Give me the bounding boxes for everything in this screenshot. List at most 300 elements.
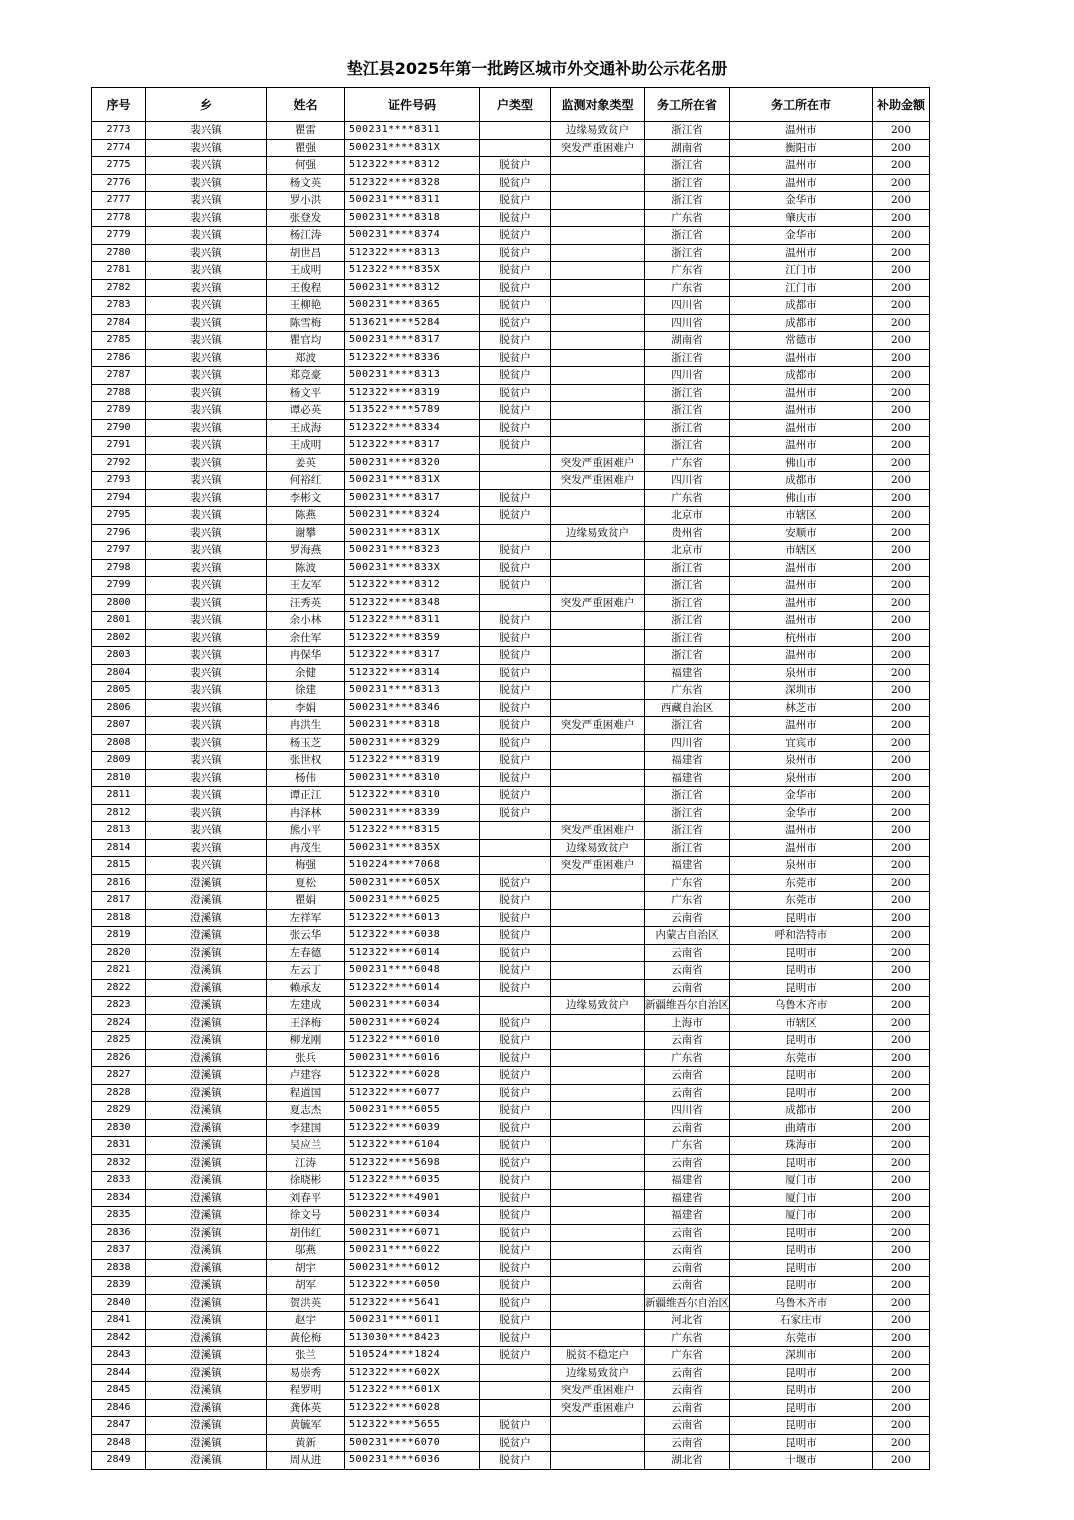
cell-monitor-type	[551, 1172, 645, 1190]
cell-monitor-type	[551, 157, 645, 175]
cell-work-province: 福建省	[645, 664, 730, 682]
cell-seq: 2791	[92, 437, 146, 455]
cell-household-type: 脱贫户	[480, 1329, 551, 1347]
cell-subsidy: 200	[873, 367, 930, 385]
cell-work-province: 广东省	[645, 682, 730, 700]
cell-township: 裴兴镇	[146, 804, 267, 822]
table-row	[92, 1364, 930, 1382]
cell-work-province: 四川省	[645, 1102, 730, 1120]
cell-work-city: 温州市	[730, 419, 873, 437]
cell-name: 何强	[267, 157, 345, 175]
cell-work-city: 东莞市	[730, 874, 873, 892]
cell-household-type: 脱贫户	[480, 577, 551, 595]
cell-seq: 2810	[92, 769, 146, 787]
cell-monitor-type	[551, 1119, 645, 1137]
cell-id-number: 500231****6071	[345, 1224, 480, 1242]
cell-household-type	[480, 1364, 551, 1382]
cell-name: 程道国	[267, 1084, 345, 1102]
table-row	[92, 402, 930, 420]
cell-work-province: 浙江省	[645, 822, 730, 840]
cell-township: 裴兴镇	[146, 297, 267, 315]
cell-subsidy: 200	[873, 384, 930, 402]
cell-subsidy: 200	[873, 1189, 930, 1207]
cell-household-type: 脱贫户	[480, 437, 551, 455]
cell-seq: 2818	[92, 909, 146, 927]
cell-household-type: 脱贫户	[480, 682, 551, 700]
table-row	[92, 594, 930, 612]
cell-id-number: 500231****8317	[345, 332, 480, 350]
cell-subsidy: 200	[873, 1417, 930, 1435]
cell-seq: 2786	[92, 349, 146, 367]
cell-work-province: 广东省	[645, 1137, 730, 1155]
col-header-name: 姓名	[267, 88, 345, 122]
cell-subsidy: 200	[873, 1207, 930, 1225]
cell-township: 裴兴镇	[146, 629, 267, 647]
cell-subsidy: 200	[873, 1102, 930, 1120]
cell-household-type: 脱贫户	[480, 279, 551, 297]
cell-work-province: 浙江省	[645, 402, 730, 420]
cell-subsidy: 200	[873, 419, 930, 437]
cell-monitor-type	[551, 699, 645, 717]
cell-name: 杨文平	[267, 384, 345, 402]
cell-work-province: 云南省	[645, 1084, 730, 1102]
cell-work-province: 浙江省	[645, 157, 730, 175]
cell-seq: 2836	[92, 1224, 146, 1242]
cell-household-type: 脱贫户	[480, 1242, 551, 1260]
cell-name: 柳龙刚	[267, 1032, 345, 1050]
cell-household-type: 脱贫户	[480, 909, 551, 927]
cell-monitor-type	[551, 647, 645, 665]
cell-subsidy: 200	[873, 314, 930, 332]
cell-work-province: 浙江省	[645, 839, 730, 857]
cell-work-city: 温州市	[730, 717, 873, 735]
cell-household-type: 脱贫户	[480, 262, 551, 280]
cell-seq: 2785	[92, 332, 146, 350]
cell-township: 裴兴镇	[146, 384, 267, 402]
cell-township: 澄溪镇	[146, 1137, 267, 1155]
cell-subsidy: 200	[873, 1399, 930, 1417]
cell-household-type: 脱贫户	[480, 979, 551, 997]
cell-household-type: 脱贫户	[480, 384, 551, 402]
cell-work-province: 浙江省	[645, 437, 730, 455]
cell-name: 左云丁	[267, 962, 345, 980]
cell-name: 王俊程	[267, 279, 345, 297]
cell-monitor-type	[551, 1137, 645, 1155]
cell-id-number: 500231****8312	[345, 279, 480, 297]
cell-monitor-type	[551, 1014, 645, 1032]
cell-seq: 2797	[92, 542, 146, 560]
cell-monitor-type	[551, 769, 645, 787]
cell-work-city: 东莞市	[730, 1329, 873, 1347]
cell-seq: 2813	[92, 822, 146, 840]
cell-subsidy: 200	[873, 769, 930, 787]
cell-name: 瞿强	[267, 139, 345, 157]
cell-name: 赖承友	[267, 979, 345, 997]
table-row	[92, 647, 930, 665]
table-row	[92, 437, 930, 455]
cell-subsidy: 200	[873, 279, 930, 297]
table-row	[92, 787, 930, 805]
cell-seq: 2822	[92, 979, 146, 997]
cell-seq: 2827	[92, 1067, 146, 1085]
cell-seq: 2776	[92, 174, 146, 192]
cell-work-province: 河北省	[645, 1312, 730, 1330]
cell-township: 裴兴镇	[146, 647, 267, 665]
cell-township: 澄溪镇	[146, 892, 267, 910]
cell-household-type: 脱贫户	[480, 1277, 551, 1295]
cell-seq: 2794	[92, 489, 146, 507]
cell-work-city: 昆明市	[730, 1032, 873, 1050]
cell-subsidy: 200	[873, 472, 930, 490]
cell-township: 裴兴镇	[146, 349, 267, 367]
table-row	[92, 349, 930, 367]
cell-monitor-type	[551, 1084, 645, 1102]
cell-seq: 2793	[92, 472, 146, 490]
cell-township: 裴兴镇	[146, 717, 267, 735]
cell-township: 裴兴镇	[146, 769, 267, 787]
cell-subsidy: 200	[873, 262, 930, 280]
cell-name: 李娟	[267, 699, 345, 717]
cell-township: 澄溪镇	[146, 1084, 267, 1102]
cell-id-number: 512322****835X	[345, 262, 480, 280]
cell-seq: 2846	[92, 1399, 146, 1417]
cell-subsidy: 200	[873, 454, 930, 472]
table-row	[92, 1434, 930, 1452]
table-row	[92, 1207, 930, 1225]
cell-household-type	[480, 594, 551, 612]
cell-id-number: 512322****8319	[345, 384, 480, 402]
cell-household-type: 脱贫户	[480, 804, 551, 822]
cell-work-city: 昆明市	[730, 1434, 873, 1452]
cell-monitor-type	[551, 1452, 645, 1470]
cell-township: 澄溪镇	[146, 1067, 267, 1085]
cell-work-city: 金华市	[730, 227, 873, 245]
cell-township: 澄溪镇	[146, 1329, 267, 1347]
cell-id-number: 512322****601X	[345, 1382, 480, 1400]
cell-name: 龚体英	[267, 1399, 345, 1417]
cell-work-province: 四川省	[645, 472, 730, 490]
cell-name: 冉茂生	[267, 839, 345, 857]
cell-id-number: 500231****8320	[345, 454, 480, 472]
cell-township: 澄溪镇	[146, 1207, 267, 1225]
cell-township: 裴兴镇	[146, 559, 267, 577]
cell-work-city: 昆明市	[730, 1224, 873, 1242]
cell-id-number: 500231****8339	[345, 804, 480, 822]
cell-subsidy: 200	[873, 1312, 930, 1330]
table-row	[92, 314, 930, 332]
cell-monitor-type	[551, 927, 645, 945]
cell-name: 胡世昌	[267, 244, 345, 262]
cell-household-type: 脱贫户	[480, 1434, 551, 1452]
cell-household-type: 脱贫户	[480, 349, 551, 367]
table-row	[92, 979, 930, 997]
table-row	[92, 192, 930, 210]
cell-work-city: 昆明市	[730, 1242, 873, 1260]
cell-subsidy: 200	[873, 857, 930, 875]
cell-name: 贺洪英	[267, 1294, 345, 1312]
cell-monitor-type	[551, 1242, 645, 1260]
cell-subsidy: 200	[873, 787, 930, 805]
cell-name: 张云华	[267, 927, 345, 945]
cell-township: 澄溪镇	[146, 1452, 267, 1470]
cell-seq: 2828	[92, 1084, 146, 1102]
table-row	[92, 174, 930, 192]
col-header-work-city: 务工所在市	[730, 88, 873, 122]
cell-work-province: 广东省	[645, 209, 730, 227]
cell-name: 谭必英	[267, 402, 345, 420]
cell-seq: 2819	[92, 927, 146, 945]
cell-household-type: 脱贫户	[480, 927, 551, 945]
cell-name: 冉保华	[267, 647, 345, 665]
cell-id-number: 500231****8311	[345, 122, 480, 140]
cell-id-number: 500231****831X	[345, 472, 480, 490]
cell-id-number: 500231****8313	[345, 367, 480, 385]
cell-work-city: 昆明市	[730, 1259, 873, 1277]
table-row	[92, 489, 930, 507]
cell-work-city: 深圳市	[730, 1347, 873, 1365]
table-row	[92, 752, 930, 770]
cell-id-number: 512322****6010	[345, 1032, 480, 1050]
table-row	[92, 367, 930, 385]
col-header-household-type: 户类型	[480, 88, 551, 122]
cell-monitor-type	[551, 752, 645, 770]
table-row	[92, 384, 930, 402]
table-row	[92, 1084, 930, 1102]
cell-seq: 2814	[92, 839, 146, 857]
table-row	[92, 1399, 930, 1417]
cell-subsidy: 200	[873, 192, 930, 210]
cell-township: 裴兴镇	[146, 122, 267, 140]
cell-seq: 2812	[92, 804, 146, 822]
cell-seq: 2843	[92, 1347, 146, 1365]
cell-id-number: 500231****6012	[345, 1259, 480, 1277]
cell-work-province: 广东省	[645, 892, 730, 910]
cell-monitor-type	[551, 279, 645, 297]
table-row	[92, 1329, 930, 1347]
cell-work-city: 温州市	[730, 402, 873, 420]
cell-name: 杨江涛	[267, 227, 345, 245]
cell-work-province: 云南省	[645, 1417, 730, 1435]
cell-id-number: 500231****6034	[345, 997, 480, 1015]
table-row	[92, 892, 930, 910]
cell-seq: 2839	[92, 1277, 146, 1295]
cell-monitor-type: 突发严重困难户	[551, 1399, 645, 1417]
table-row	[92, 1347, 930, 1365]
cell-work-city: 成都市	[730, 367, 873, 385]
cell-monitor-type	[551, 629, 645, 647]
cell-monitor-type	[551, 559, 645, 577]
cell-seq: 2842	[92, 1329, 146, 1347]
cell-work-province: 浙江省	[645, 577, 730, 595]
cell-seq: 2803	[92, 647, 146, 665]
cell-monitor-type	[551, 489, 645, 507]
cell-work-city: 乌鲁木齐市	[730, 1294, 873, 1312]
cell-monitor-type	[551, 244, 645, 262]
table-row	[92, 839, 930, 857]
cell-township: 裴兴镇	[146, 787, 267, 805]
cell-name: 杨伟	[267, 769, 345, 787]
cell-work-city: 温州市	[730, 437, 873, 455]
cell-work-city: 江门市	[730, 262, 873, 280]
cell-work-city: 深圳市	[730, 682, 873, 700]
cell-household-type: 脱贫户	[480, 1032, 551, 1050]
cell-household-type: 脱贫户	[480, 1347, 551, 1365]
cell-township: 澄溪镇	[146, 1417, 267, 1435]
cell-id-number: 500231****8374	[345, 227, 480, 245]
cell-name: 邬燕	[267, 1242, 345, 1260]
cell-id-number: 512322****8359	[345, 629, 480, 647]
cell-monitor-type	[551, 892, 645, 910]
cell-name: 李建国	[267, 1119, 345, 1137]
cell-name: 胡伟红	[267, 1224, 345, 1242]
cell-seq: 2824	[92, 1014, 146, 1032]
cell-work-city: 佛山市	[730, 454, 873, 472]
cell-monitor-type	[551, 419, 645, 437]
cell-monitor-type: 边缘易致贫户	[551, 997, 645, 1015]
cell-township: 裴兴镇	[146, 524, 267, 542]
cell-name: 梅强	[267, 857, 345, 875]
cell-household-type	[480, 122, 551, 140]
cell-work-city: 泉州市	[730, 857, 873, 875]
cell-seq: 2774	[92, 139, 146, 157]
cell-monitor-type	[551, 209, 645, 227]
table-row	[92, 1172, 930, 1190]
cell-id-number: 500231****8323	[345, 542, 480, 560]
cell-seq: 2799	[92, 577, 146, 595]
table-row	[92, 874, 930, 892]
cell-monitor-type	[551, 1032, 645, 1050]
cell-subsidy: 200	[873, 839, 930, 857]
cell-work-province: 浙江省	[645, 174, 730, 192]
cell-subsidy: 200	[873, 174, 930, 192]
cell-id-number: 500231****6070	[345, 1434, 480, 1452]
cell-seq: 2789	[92, 402, 146, 420]
cell-monitor-type	[551, 332, 645, 350]
cell-work-province: 广东省	[645, 262, 730, 280]
cell-work-city: 常德市	[730, 332, 873, 350]
cell-household-type: 脱贫户	[480, 962, 551, 980]
cell-township: 裴兴镇	[146, 507, 267, 525]
cell-name: 王泽梅	[267, 1014, 345, 1032]
cell-work-province: 新疆维吾尔自治区	[645, 1294, 730, 1312]
table-row	[92, 1014, 930, 1032]
cell-monitor-type	[551, 384, 645, 402]
cell-township: 裴兴镇	[146, 209, 267, 227]
cell-id-number: 510224****7068	[345, 857, 480, 875]
cell-monitor-type: 突发严重困难户	[551, 857, 645, 875]
cell-work-province: 内蒙古自治区	[645, 927, 730, 945]
cell-seq: 2847	[92, 1417, 146, 1435]
cell-name: 冉泽林	[267, 804, 345, 822]
cell-seq: 2841	[92, 1312, 146, 1330]
cell-seq: 2811	[92, 787, 146, 805]
cell-seq: 2806	[92, 699, 146, 717]
cell-township: 澄溪镇	[146, 1102, 267, 1120]
cell-household-type: 脱贫户	[480, 192, 551, 210]
table-row	[92, 1259, 930, 1277]
table-row	[92, 209, 930, 227]
cell-seq: 2781	[92, 262, 146, 280]
table-row	[92, 577, 930, 595]
cell-work-city: 昆明市	[730, 1154, 873, 1172]
cell-household-type: 脱贫户	[480, 1154, 551, 1172]
table-row	[92, 699, 930, 717]
cell-monitor-type	[551, 1434, 645, 1452]
cell-seq: 2780	[92, 244, 146, 262]
cell-name: 罗海燕	[267, 542, 345, 560]
cell-id-number: 512322****6104	[345, 1137, 480, 1155]
cell-subsidy: 200	[873, 822, 930, 840]
cell-work-province: 浙江省	[645, 629, 730, 647]
cell-subsidy: 200	[873, 962, 930, 980]
cell-township: 裴兴镇	[146, 174, 267, 192]
cell-work-city: 温州市	[730, 577, 873, 595]
cell-monitor-type: 突发严重困难户	[551, 1382, 645, 1400]
cell-household-type: 脱贫户	[480, 402, 551, 420]
cell-id-number: 512322****8314	[345, 664, 480, 682]
cell-work-province: 北京市	[645, 507, 730, 525]
cell-subsidy: 200	[873, 402, 930, 420]
cell-seq: 2778	[92, 209, 146, 227]
cell-subsidy: 200	[873, 542, 930, 560]
cell-work-province: 西藏自治区	[645, 699, 730, 717]
cell-township: 澄溪镇	[146, 1364, 267, 1382]
cell-work-city: 石家庄市	[730, 1312, 873, 1330]
table-row	[92, 1049, 930, 1067]
cell-subsidy: 200	[873, 874, 930, 892]
cell-name: 程罗明	[267, 1382, 345, 1400]
cell-id-number: 512322****8313	[345, 244, 480, 262]
cell-work-province: 湖南省	[645, 332, 730, 350]
cell-name: 黄伦梅	[267, 1329, 345, 1347]
cell-subsidy: 200	[873, 1032, 930, 1050]
cell-work-city: 昆明市	[730, 1277, 873, 1295]
cell-household-type	[480, 822, 551, 840]
cell-household-type: 脱贫户	[480, 174, 551, 192]
cell-township: 裴兴镇	[146, 279, 267, 297]
cell-household-type: 脱贫户	[480, 419, 551, 437]
cell-household-type: 脱贫户	[480, 489, 551, 507]
cell-subsidy: 200	[873, 1014, 930, 1032]
cell-seq: 2815	[92, 857, 146, 875]
cell-township: 澄溪镇	[146, 1049, 267, 1067]
cell-seq: 2825	[92, 1032, 146, 1050]
cell-work-city: 市辖区	[730, 507, 873, 525]
cell-seq: 2807	[92, 717, 146, 735]
cell-seq: 2798	[92, 559, 146, 577]
cell-monitor-type	[551, 1294, 645, 1312]
cell-id-number: 512322****5698	[345, 1154, 480, 1172]
cell-id-number: 500231****605X	[345, 874, 480, 892]
cell-seq: 2773	[92, 122, 146, 140]
cell-work-city: 昆明市	[730, 909, 873, 927]
cell-subsidy: 200	[873, 437, 930, 455]
cell-work-city: 金华市	[730, 804, 873, 822]
cell-subsidy: 200	[873, 332, 930, 350]
cell-subsidy: 200	[873, 1277, 930, 1295]
cell-work-province: 浙江省	[645, 612, 730, 630]
cell-seq: 2834	[92, 1189, 146, 1207]
cell-monitor-type	[551, 1312, 645, 1330]
cell-township: 裴兴镇	[146, 734, 267, 752]
cell-work-city: 厦门市	[730, 1189, 873, 1207]
cell-seq: 2809	[92, 752, 146, 770]
cell-subsidy: 200	[873, 682, 930, 700]
cell-work-city: 东莞市	[730, 1049, 873, 1067]
cell-subsidy: 200	[873, 122, 930, 140]
cell-name: 何裕红	[267, 472, 345, 490]
table-row	[92, 927, 930, 945]
